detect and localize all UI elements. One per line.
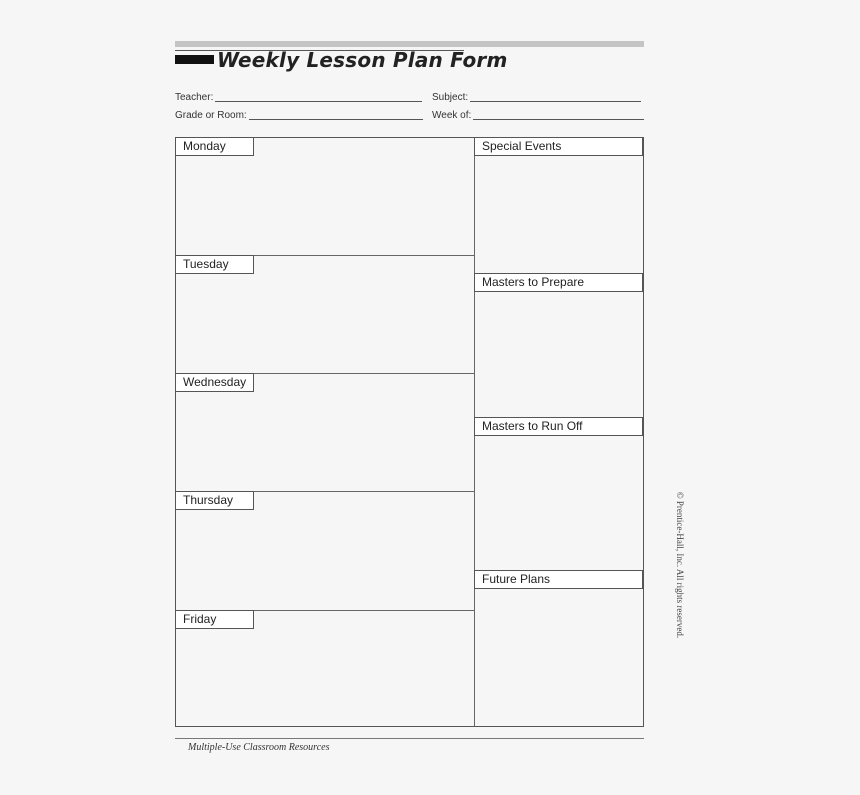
subject-field[interactable] bbox=[432, 92, 641, 103]
day-label-friday: Friday bbox=[175, 610, 254, 629]
teacher-field[interactable] bbox=[175, 92, 422, 103]
section-label-masters-to-run-off: Masters to Run Off bbox=[474, 417, 643, 436]
subject-label: Subject: bbox=[432, 92, 469, 103]
section-label-masters-to-prepare: Masters to Prepare bbox=[474, 273, 643, 292]
week-of-input-line[interactable] bbox=[473, 119, 644, 120]
week-of-field[interactable] bbox=[432, 110, 644, 121]
day-label-thursday: Thursday bbox=[175, 491, 254, 510]
subject-input-line[interactable] bbox=[470, 101, 641, 102]
header-black-tab bbox=[175, 55, 214, 64]
copyright-notice: © Prentice-Hall, Inc. All rights reserved. bbox=[675, 491, 685, 639]
day-label-wednesday: Wednesday bbox=[175, 373, 254, 392]
teacher-label: Teacher: bbox=[175, 92, 214, 103]
footer-text: Multiple-Use Classroom Resources bbox=[188, 742, 330, 753]
page-title: Weekly Lesson Plan Form bbox=[217, 48, 508, 72]
header-gray-bar bbox=[175, 41, 644, 47]
grade-room-input-line[interactable] bbox=[249, 119, 423, 120]
day-label-tuesday: Tuesday bbox=[175, 255, 254, 274]
day-label-monday: Monday bbox=[175, 137, 254, 156]
teacher-input-line[interactable] bbox=[215, 101, 422, 102]
section-label-special-events: Special Events bbox=[474, 137, 643, 156]
section-label-future-plans: Future Plans bbox=[474, 570, 643, 589]
footer-rule bbox=[175, 738, 644, 739]
grade-room-field[interactable] bbox=[175, 110, 423, 121]
week-of-label: Week of: bbox=[432, 110, 472, 121]
grade-room-label: Grade or Room: bbox=[175, 110, 247, 121]
